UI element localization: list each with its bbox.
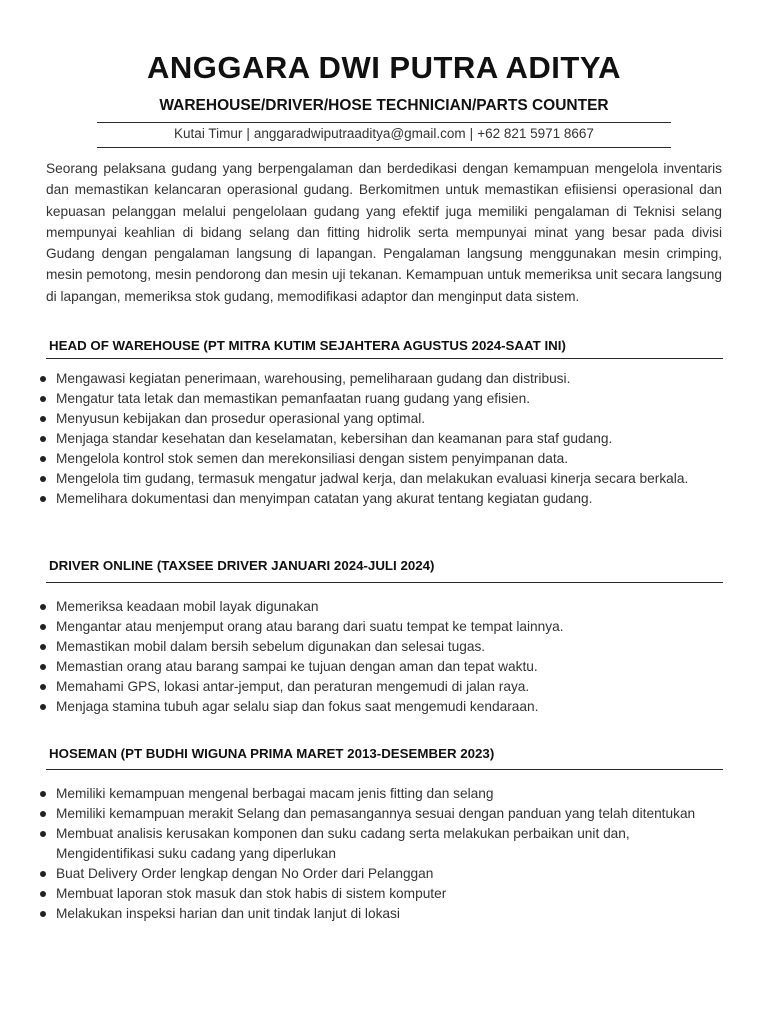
contact-line	[0, 126, 768, 141]
list-item: Memiliki kemampuan mengenal berbagai macam jenis fitting dan selang	[38, 784, 722, 804]
list-item: Menjaga stamina tubuh agar selalu siap dan fokus saat mengemudi kendaraan.	[38, 697, 722, 717]
list-item: Mengelola kontrol stok semen dan merekonsiliasi dengan sistem penyimpanan data.	[38, 449, 722, 469]
list-item: Menjaga standar kesehatan dan keselamatan, kebersihan dan keamanan para staf gudang.	[38, 429, 722, 449]
list-item: Membuat analisis kerusakan komponen dan suku cadang serta melakukan perbaikan unit dan, Mengidentifikasi suku cadang yang diperlukan	[38, 824, 722, 864]
section-divider	[46, 769, 723, 770]
list-item: Mengatur tata letak dan memastikan pemanfaatan ruang gudang yang efisien.	[38, 389, 722, 409]
list-item: Memelihara dokumentasi dan menyimpan catatan yang akurat tentang kegiatan gudang.	[38, 489, 722, 509]
contact-email[interactable]: anggaradwiputraaditya@gmail.com	[253, 126, 466, 141]
candidate-role: WAREHOUSE/DRIVER/HOSE TECHNICIAN/PARTS COUNTER	[159, 97, 609, 114]
list-item: Mengelola tim gudang, termasuk mengatur jadwal kerja, dan melakukan evaluasi kinerja secara berkala.	[38, 469, 722, 489]
list-item: Mengantar atau menjemput orang atau barang dari suatu tempat ke tempat lainnya.	[38, 617, 722, 637]
list-item: Memiliki kemampuan merakit Selang dan pemasangannya sesuai dengan panduan yang telah ditentukan	[38, 804, 722, 824]
list-item: Mengawasi kegiatan penerimaan, warehousing, pemeliharaan gudang dan distribusi.	[38, 369, 722, 389]
list-item: Memastikan mobil dalam bersih sebelum digunakan dan selesai tugas.	[38, 637, 722, 657]
list-item: Buat Delivery Order lengkap dengan No Order dari Pelanggan	[38, 864, 722, 884]
section-title-driver-online: DRIVER ONLINE (TAXSEE DRIVER JANUARI 2024-JULI 2024)	[49, 558, 435, 573]
candidate-name: ANGGARA DWI PUTRA ADITYA	[146, 50, 622, 85]
contact-divider-top	[97, 122, 671, 123]
list-item: Membuat laporan stok masuk dan stok habis di sistem komputer	[38, 884, 722, 904]
list-item: Melakukan inspeksi harian dan unit tindak lanjut di lokasi	[38, 904, 722, 924]
list-item: Memeriksa keadaan mobil layak digunakan	[38, 597, 722, 617]
section-title-hoseman: HOSEMAN (PT BUDHI WIGUNA PRIMA MARET 2013-DESEMBER 2023)	[49, 746, 495, 761]
contact-phone: +62 821 5971 8667	[477, 126, 594, 141]
section-divider	[46, 358, 723, 359]
list-item: Menyusun kebijakan dan prosedur operasional yang optimal.	[38, 409, 722, 429]
contact-separator: |	[469, 126, 474, 141]
contact-location: Kutai Timur	[174, 126, 243, 141]
profile-summary: Seorang pelaksana gudang yang berpengalaman dan berdedikasi dengan kemampuan mengelola inventaris dan memastikan kelancaran operasional gudang. Berkomitmen untuk memastikan efiisiensi operasional dan kepuasan pelanggan melalui pengelolaan gudang yang efektif juga memiliki pengalaman di Teknisi selang mempunyai keahlian di bidang selang dan fitting hidrolik serta mempunyai minat yang besar pada divisi Gudang dengan pengalaman langsung di lapangan. Pengalaman langsung menggunakan mesin crimping, mesin pemotong, mesin pendorong dan mesin uji tekanan. Kemampuan untuk memeriksa unit secara langsung di lapangan, memeriksa stok gudang, memodifikasi adaptor dan menginput data sistem.	[46, 161, 722, 304]
list-item: Memahami GPS, lokasi antar-jemput, dan peraturan mengemudi di jalan raya.	[38, 677, 722, 697]
section-divider	[46, 582, 723, 583]
bullet-list-hoseman	[38, 784, 722, 924]
list-item: Memastian orang atau barang sampai ke tujuan dengan aman dan tepat waktu.	[38, 657, 722, 677]
bullet-list-head-of-warehouse	[38, 369, 722, 509]
section-title-head-of-warehouse: HEAD OF WAREHOUSE (PT MITRA KUTIM SEJAHTERA AGUSTUS 2024-SAAT INI)	[49, 338, 566, 353]
contact-divider-bottom	[97, 147, 671, 148]
contact-separator: |	[246, 126, 250, 141]
bullet-list-driver-online	[38, 597, 722, 717]
